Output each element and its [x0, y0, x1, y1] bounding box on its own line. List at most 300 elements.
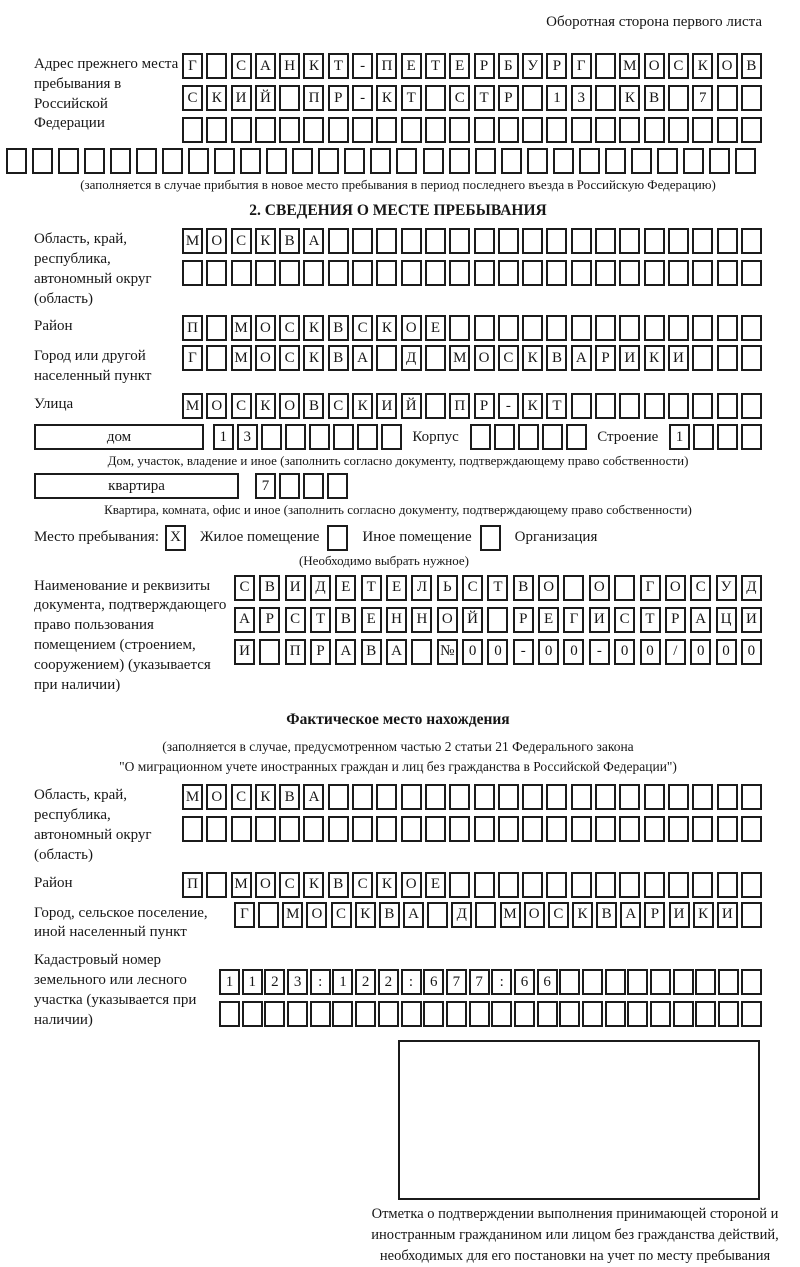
char-cell [522, 872, 543, 898]
char-cell [352, 816, 373, 842]
char-cell [332, 1001, 353, 1027]
char-cell: Н [279, 53, 300, 79]
char-cell: 7 [469, 969, 490, 995]
char-cell: О [306, 902, 327, 928]
char-cell [32, 148, 53, 174]
char-cell [498, 117, 519, 143]
char-cell [292, 148, 313, 174]
char-cell [668, 816, 689, 842]
char-cell [370, 148, 391, 174]
char-cell [182, 816, 203, 842]
char-cell: В [335, 607, 356, 633]
char-cell [162, 148, 183, 174]
char-cell [717, 816, 738, 842]
char-cell [741, 424, 762, 450]
char-cell [206, 816, 227, 842]
char-cell: О [401, 315, 422, 341]
char-cell: Т [401, 85, 422, 111]
char-cell [644, 260, 665, 286]
char-cell [692, 393, 713, 419]
char-cell [571, 117, 592, 143]
char-cell: Г [234, 902, 255, 928]
char-cell: О [206, 228, 227, 254]
char-cell [741, 784, 762, 810]
char-cell [619, 784, 640, 810]
char-cell: С [328, 393, 349, 419]
char-cell [692, 228, 713, 254]
char-cell: 1 [213, 424, 234, 450]
char-cell: К [303, 345, 324, 371]
char-cell: Т [487, 575, 508, 601]
char-cell: С [231, 393, 252, 419]
city-label: Город или другой населенный пункт [34, 348, 152, 385]
char-cell [378, 1001, 399, 1027]
char-cell: О [206, 393, 227, 419]
char-cell: Е [386, 575, 407, 601]
char-cell: Ц [716, 607, 737, 633]
char-cell [668, 228, 689, 254]
actual-location-note-1: (заполняется в случае, предусмотренном частью 2 статьи 21 Федерального закона [162, 739, 634, 755]
stroenie-cells [669, 424, 762, 450]
char-cell: М [231, 315, 252, 341]
char-cell: 1 [332, 969, 353, 995]
char-cell [741, 872, 762, 898]
char-cell [542, 424, 563, 450]
char-cell [559, 969, 580, 995]
char-cell [537, 1001, 558, 1027]
char-cell [717, 228, 738, 254]
char-cell: В [259, 575, 280, 601]
char-cell: К [376, 872, 397, 898]
char-cell [522, 816, 543, 842]
char-cell: В [644, 85, 665, 111]
region-row-2 [182, 260, 762, 286]
char-cell: / [665, 639, 686, 665]
char-cell [396, 148, 417, 174]
char-cell: В [328, 315, 349, 341]
char-cell [717, 345, 738, 371]
char-cell: М [231, 872, 252, 898]
char-cell: К [355, 902, 376, 928]
char-cell [279, 473, 300, 499]
char-cell: К [352, 393, 373, 419]
char-cell [673, 1001, 694, 1027]
stay-type-checkbox-dwelling: X [165, 525, 186, 551]
char-cell [328, 260, 349, 286]
char-cell: К [572, 902, 593, 928]
street-row [182, 393, 762, 419]
char-cell [619, 872, 640, 898]
char-cell: 1 [669, 424, 690, 450]
char-cell [474, 315, 495, 341]
char-cell: В [328, 345, 349, 371]
char-cell [449, 148, 470, 174]
region-block [34, 228, 762, 309]
char-cell: 3 [287, 969, 308, 995]
char-cell [446, 1001, 467, 1027]
char-cell: О [717, 53, 738, 79]
char-cell [595, 228, 616, 254]
char-cell [401, 816, 422, 842]
char-cell [242, 1001, 263, 1027]
char-cell [303, 473, 324, 499]
char-cell: К [255, 393, 276, 419]
char-cell [668, 872, 689, 898]
char-cell: Н [386, 607, 407, 633]
char-cell [498, 315, 519, 341]
district-block [34, 315, 762, 341]
char-cell: С [668, 53, 689, 79]
char-cell: Д [310, 575, 331, 601]
char-cell [328, 228, 349, 254]
char-cell [376, 260, 397, 286]
char-cell [546, 872, 567, 898]
actual-region-rows [182, 784, 762, 842]
actual-region-row-1 [182, 784, 762, 810]
char-cell: 0 [640, 639, 661, 665]
char-cell [692, 117, 713, 143]
char-cell: А [403, 902, 424, 928]
char-cell: Р [259, 607, 280, 633]
char-cell [668, 260, 689, 286]
char-cell [425, 816, 446, 842]
char-cell [546, 117, 567, 143]
char-cell [522, 228, 543, 254]
char-cell: В [279, 784, 300, 810]
char-cell: - [513, 639, 534, 665]
char-cell [683, 148, 704, 174]
char-cell [449, 315, 470, 341]
char-cell: А [234, 607, 255, 633]
char-cell [741, 117, 762, 143]
char-cell [381, 424, 402, 450]
char-cell [344, 148, 365, 174]
char-cell: С [498, 345, 519, 371]
char-cell: О [255, 872, 276, 898]
char-cell: А [690, 607, 711, 633]
prev-address-rows [182, 53, 762, 143]
char-cell [425, 117, 446, 143]
char-cell: С [231, 784, 252, 810]
char-cell [425, 85, 446, 111]
char-cell: Е [361, 607, 382, 633]
char-cell [718, 969, 739, 995]
char-cell [595, 117, 616, 143]
char-cell: Л [411, 575, 432, 601]
char-cell [309, 424, 330, 450]
char-cell [717, 260, 738, 286]
city-row [182, 345, 762, 371]
char-cell: 1 [242, 969, 263, 995]
char-cell: Р [328, 85, 349, 111]
char-cell: Р [474, 393, 495, 419]
char-cell: В [279, 228, 300, 254]
char-cell: 3 [237, 424, 258, 450]
char-cell [474, 872, 495, 898]
char-cell [717, 393, 738, 419]
char-cell: И [669, 902, 690, 928]
char-cell: : [401, 969, 422, 995]
char-cell [522, 260, 543, 286]
char-cell [741, 902, 762, 928]
prev-address-row-2 [182, 85, 762, 111]
char-cell [84, 148, 105, 174]
char-cell: И [741, 607, 762, 633]
stay-type-option-organization: Организация [514, 529, 598, 546]
char-cell: А [352, 345, 373, 371]
char-cell: М [500, 902, 521, 928]
char-cell: О [279, 393, 300, 419]
char-cell: М [282, 902, 303, 928]
char-cell [498, 784, 519, 810]
char-cell [401, 784, 422, 810]
char-cell [522, 117, 543, 143]
actual-region-label: Область, край, республика, автономный округ (область) [34, 787, 152, 863]
char-cell [650, 1001, 671, 1027]
char-cell: Г [182, 53, 203, 79]
char-cell [735, 148, 756, 174]
char-cell: Р [474, 53, 495, 79]
prev-address-row-4 [6, 148, 756, 174]
char-cell [546, 784, 567, 810]
stay-type-option-dwelling: Жилое помещение [200, 529, 320, 546]
char-cell [605, 969, 626, 995]
char-cell: О [206, 784, 227, 810]
char-cell: К [619, 85, 640, 111]
char-cell [741, 969, 762, 995]
char-cell: Г [182, 345, 203, 371]
char-cell [718, 1001, 739, 1027]
char-cell [741, 345, 762, 371]
char-cell: Р [310, 639, 331, 665]
char-cell [255, 117, 276, 143]
char-cell [692, 872, 713, 898]
char-cell: Т [361, 575, 382, 601]
char-cell [6, 148, 27, 174]
char-cell [470, 424, 491, 450]
char-cell [619, 228, 640, 254]
char-cell [692, 315, 713, 341]
char-cell: Д [741, 575, 762, 601]
char-cell: Д [451, 902, 472, 928]
char-cell [357, 424, 378, 450]
char-cell: Р [644, 902, 665, 928]
char-cell [287, 1001, 308, 1027]
char-cell: С [234, 575, 255, 601]
char-cell: Е [425, 315, 446, 341]
char-cell [318, 148, 339, 174]
char-cell [546, 228, 567, 254]
char-cell: К [303, 315, 324, 341]
char-cell: Б [498, 53, 519, 79]
char-cell: - [352, 85, 373, 111]
char-cell [110, 148, 131, 174]
char-cell: С [279, 345, 300, 371]
char-cell [264, 1001, 285, 1027]
char-cell: Т [474, 85, 495, 111]
char-cell [376, 816, 397, 842]
char-cell [579, 148, 600, 174]
char-cell [188, 148, 209, 174]
char-cell: Р [498, 85, 519, 111]
char-cell [401, 1001, 422, 1027]
char-cell: А [303, 228, 324, 254]
char-cell [741, 816, 762, 842]
char-cell [692, 345, 713, 371]
char-cell: М [449, 345, 470, 371]
char-cell: П [182, 872, 203, 898]
char-cell: 1 [546, 85, 567, 111]
char-cell [240, 148, 261, 174]
char-cell [425, 260, 446, 286]
char-cell [518, 424, 539, 450]
char-cell [376, 228, 397, 254]
char-cell [303, 117, 324, 143]
char-cell [494, 424, 515, 450]
char-cell: С [285, 607, 306, 633]
char-cell [449, 117, 470, 143]
char-cell [693, 424, 714, 450]
char-cell [261, 424, 282, 450]
char-cell: 3 [571, 85, 592, 111]
char-cell: С [279, 872, 300, 898]
char-cell: 0 [614, 639, 635, 665]
char-cell: И [234, 639, 255, 665]
char-cell: К [522, 345, 543, 371]
cadastral-row-1 [219, 969, 762, 995]
char-cell [650, 969, 671, 995]
char-cell [498, 816, 519, 842]
char-cell [498, 228, 519, 254]
char-cell [469, 1001, 490, 1027]
char-cell [423, 148, 444, 174]
prev-address-row-3 [182, 117, 762, 143]
char-cell: : [491, 969, 512, 995]
char-cell: М [182, 228, 203, 254]
char-cell [255, 260, 276, 286]
char-cell [206, 260, 227, 286]
stay-type-checkbox-other [327, 525, 348, 551]
char-cell [376, 784, 397, 810]
char-cell: 0 [716, 639, 737, 665]
char-cell [668, 393, 689, 419]
char-cell [595, 784, 616, 810]
char-cell [631, 148, 652, 174]
char-cell [673, 969, 694, 995]
char-cell [279, 117, 300, 143]
char-cell: - [498, 393, 519, 419]
char-cell [214, 148, 235, 174]
char-cell [695, 969, 716, 995]
char-cell [522, 85, 543, 111]
char-cell [427, 902, 448, 928]
char-cell: Й [401, 393, 422, 419]
char-cell [303, 816, 324, 842]
char-cell [514, 1001, 535, 1027]
char-cell: : [310, 969, 331, 995]
district-label: Район [34, 318, 73, 335]
char-cell [475, 148, 496, 174]
char-cell: Т [310, 607, 331, 633]
char-cell [376, 117, 397, 143]
char-cell: Р [513, 607, 534, 633]
char-cell [258, 902, 279, 928]
char-cell [741, 315, 762, 341]
actual-district-label: Район [34, 874, 73, 891]
char-cell: О [665, 575, 686, 601]
actual-location-title: Фактическое место нахождения [286, 711, 510, 729]
char-cell: С [279, 315, 300, 341]
char-cell: В [379, 902, 400, 928]
stay-type-block [34, 525, 762, 551]
actual-district-row [182, 872, 762, 898]
char-cell: В [361, 639, 382, 665]
char-cell [231, 117, 252, 143]
char-cell: А [620, 902, 641, 928]
char-cell: О [589, 575, 610, 601]
char-cell: Е [401, 53, 422, 79]
apartment-box: квартира [34, 473, 239, 499]
char-cell [423, 1001, 444, 1027]
char-cell: 6 [537, 969, 558, 995]
char-cell [474, 117, 495, 143]
char-cell: И [589, 607, 610, 633]
char-cell [595, 872, 616, 898]
char-cell [279, 85, 300, 111]
char-cell [231, 816, 252, 842]
char-cell [644, 816, 665, 842]
char-cell [328, 784, 349, 810]
confirmation-stamp-caption: Отметка о подтверждении выполнения принимающей стороной и иностранным гражданином или лицом без гражданства действий, необходимых для его постановки на учет по месту пребывания [371, 1206, 779, 1265]
char-cell: И [376, 393, 397, 419]
char-cell [475, 902, 496, 928]
char-cell [206, 872, 227, 898]
char-cell [595, 816, 616, 842]
char-cell: М [182, 393, 203, 419]
char-cell: О [437, 607, 458, 633]
char-cell [231, 260, 252, 286]
char-cell [692, 260, 713, 286]
region-row-1 [182, 228, 762, 254]
char-cell: А [335, 639, 356, 665]
char-cell: - [589, 639, 610, 665]
char-cell [449, 784, 470, 810]
document-row-3 [234, 639, 762, 665]
char-cell [376, 345, 397, 371]
char-cell: К [303, 53, 324, 79]
char-cell [668, 315, 689, 341]
char-cell [741, 228, 762, 254]
char-cell [303, 260, 324, 286]
char-cell [327, 473, 348, 499]
actual-city-row [234, 902, 762, 928]
char-cell: Е [538, 607, 559, 633]
city-block [34, 345, 762, 387]
char-cell: О [255, 345, 276, 371]
char-cell [627, 1001, 648, 1027]
char-cell: В [328, 872, 349, 898]
document-rows [234, 575, 762, 665]
char-cell [717, 424, 738, 450]
prev-address-row-1 [182, 53, 762, 79]
char-cell: К [376, 85, 397, 111]
prev-address-note: (заполняется в случае прибытия в новое место пребывания в период последнего въезда в Российскую Федерацию) [80, 177, 716, 192]
char-cell: О [474, 345, 495, 371]
char-cell [546, 260, 567, 286]
back-side-note: Оборотная сторона первого листа [546, 14, 762, 30]
char-cell [595, 315, 616, 341]
char-cell [491, 1001, 512, 1027]
